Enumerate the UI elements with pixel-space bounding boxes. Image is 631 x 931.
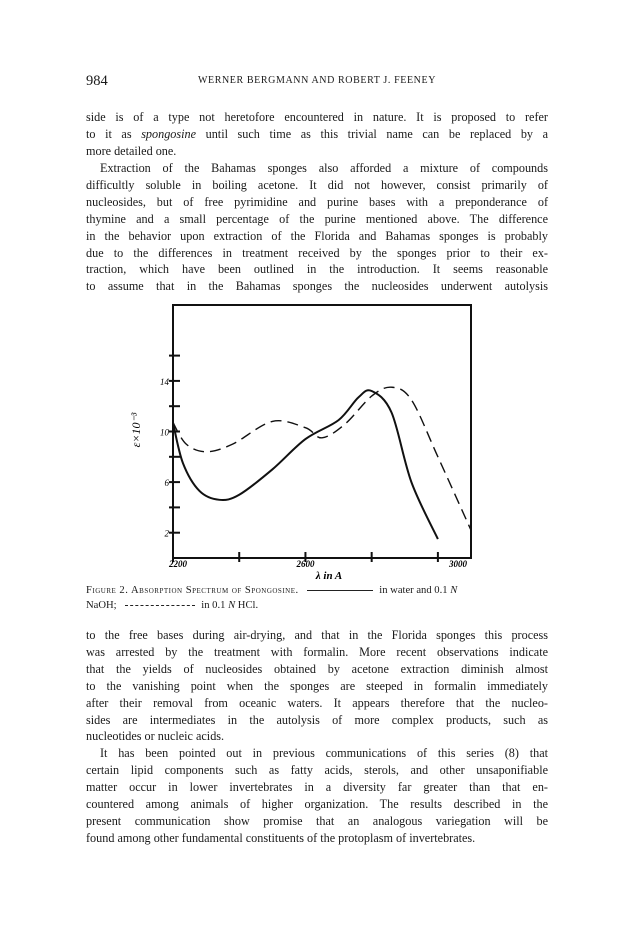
solid-desc: in water and 0.1 [379, 585, 448, 596]
y-tick-label: 2 [164, 528, 169, 539]
y-tick-label: 10 [160, 427, 169, 438]
x-tick-label: 2600 [296, 559, 315, 569]
text-line: to the vanishing point when the sponges are steeped in formalin immediately [86, 678, 548, 693]
x-axis-label: λ in A [315, 570, 343, 582]
text-line: nucleosides, but of free pyrimidine and purine bases with a preponderance of [86, 194, 548, 209]
text-line: nucleotides or nucleic acids. [86, 729, 225, 744]
y-axis-label: ε×10⁻³ [129, 412, 143, 448]
text-line: side is of a type not heretofore encountered in nature. It is proposed to refer [86, 110, 548, 124]
text-line: to it as spongosine until such time as this trivial name can be replaced by a [86, 126, 549, 141]
figure-caption [86, 583, 548, 613]
text-line: due to the differences in treatment received by the sponges prior to their ex- [86, 245, 548, 260]
text-line: difficultly soluble in boiling acetone. It did not however, consist primarily of [86, 177, 548, 192]
dashed-desc: in 0.1 [201, 600, 226, 611]
y-tick-label: 6 [164, 478, 169, 489]
text-line: matter occur in lower invertebrates in a diversity far greater than that en- [86, 779, 548, 794]
x-tick-label: 2200 [169, 559, 187, 569]
series-solid-water-naoh [173, 390, 438, 539]
x-tick-label: 3000 [449, 559, 467, 569]
page-number: 984 [86, 73, 108, 89]
text-line: present communication show promise that an analogous variegation will be [86, 813, 548, 828]
dashed-line-sample [125, 605, 195, 606]
paragraph-2 [86, 160, 548, 295]
text-line: countered among animals of higher organization. The results described in the [86, 796, 548, 811]
text-line: certain lipid components such as fatty acids, sterols, and other unsaponifiable [86, 762, 548, 777]
text-line: to the free bases during air-drying, and that in the Florida sponges this process [86, 628, 548, 642]
text-line: sides are intermediates in the autolysis of more complex products, such as [86, 712, 548, 727]
dashed-desc-tail: HCl. [237, 600, 259, 611]
text-line: Extraction of the Bahamas sponges also afforded a mixture of compounds [100, 161, 548, 175]
figure-label: Figure 2. [86, 585, 129, 596]
solid-line-sample [307, 590, 373, 591]
text-line: was arrested by the treatment with formalin. More recent observations indicate [86, 644, 548, 659]
plot-frame [173, 305, 471, 558]
dashed-normality: N [228, 600, 236, 611]
series-dashed-hcl [173, 387, 471, 530]
text-line: found among other fundamental constituents of the protoplasm of invertebrates. [86, 830, 476, 845]
text-line: more detailed one. [86, 143, 177, 158]
paragraph-4 [86, 745, 548, 846]
paragraph-3 [86, 627, 548, 745]
text-line: It has been pointed out in previous communications of this series (8) that [100, 746, 548, 760]
text-line: in the behavior upon extraction of the Florida and Bahamas sponges is probably [86, 228, 548, 243]
paragraph-1 [86, 109, 548, 160]
text-line: traction, which have been outlined in the introduction. It seems reasonable [86, 262, 548, 277]
figure-title: Absorption Spectrum of Spongosine. [131, 585, 299, 596]
running-head: WERNER BERGMANN AND ROBERT J. FEENEY [197, 75, 437, 86]
y-axis-ticks [160, 356, 180, 539]
solid-normality: N [450, 585, 458, 596]
text-line: thymine and a small percentage of the purine mentioned above. The difference [86, 211, 548, 226]
y-tick-label: 14 [160, 376, 169, 387]
x-axis-ticks [168, 552, 468, 569]
page-header [86, 73, 548, 89]
text-line: after their removal from oceanic waters. It appears therefore that the nucleo- [86, 695, 548, 710]
solid-desc-tail: NaOH; [86, 600, 117, 611]
absorption-spectrum-chart [126, 300, 486, 582]
text-line: to assume that in the Bahamas sponges the nucleosides underwent autolysis [86, 279, 548, 294]
text-line: that the yields of nucleosides obtained by acetone extraction diminish almost [86, 661, 548, 676]
